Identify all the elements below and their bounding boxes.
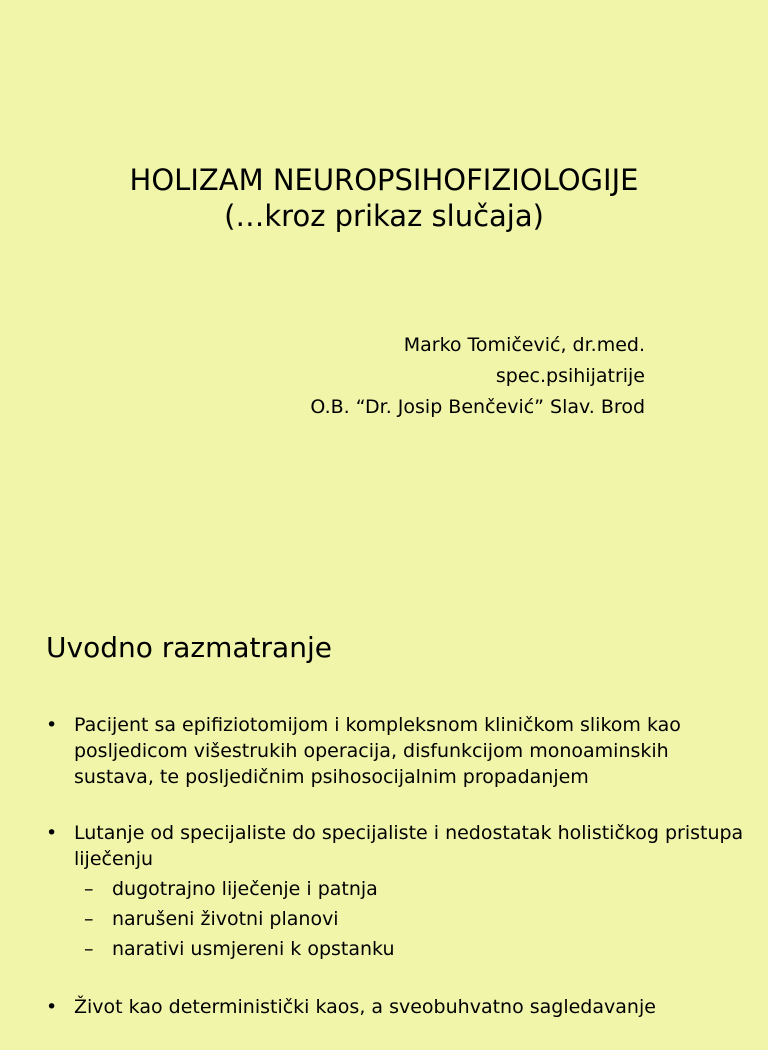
author-institution: O.B. “Dr. Josip Benčević” Slav. Brod xyxy=(310,396,645,418)
sub-bullet-text: narušeni životni planovi xyxy=(112,908,339,930)
author-name: Marko Tomičević, dr.med. xyxy=(403,334,645,356)
sub-bullet-item xyxy=(84,934,746,964)
sub-bullet-text: dugotrajno liječenje i patnja xyxy=(112,878,378,900)
bullet-icon: • xyxy=(46,714,58,736)
author-specialty: spec.psihijatrije xyxy=(495,365,645,387)
bullet-text: Život kao deterministički kaos, a sveobuhvatno sagledavanje xyxy=(74,996,656,1018)
sub-bullet-text: narativi usmjereni k opstanku xyxy=(112,938,395,960)
slide-title xyxy=(0,162,768,234)
bullet-icon: • xyxy=(46,822,58,844)
sub-bullet-list xyxy=(74,874,746,964)
bullet-list xyxy=(46,712,746,1050)
slide-heading: Uvodno razmatranje xyxy=(46,631,332,664)
bullet-item xyxy=(46,820,746,964)
sub-bullet-item xyxy=(84,874,746,904)
sub-bullet-item xyxy=(84,904,746,934)
bullet-item xyxy=(46,712,746,790)
bullet-icon: • xyxy=(46,996,58,1018)
content-slide xyxy=(0,600,768,1024)
title-line-2: (…kroz prikaz slučaja) xyxy=(224,199,544,233)
author-block xyxy=(310,330,645,423)
title-line-1: HOLIZAM NEUROPSIHOFIZIOLOGIJE xyxy=(129,163,639,197)
bullet-text: Lutanje od specijaliste do specijaliste i nedostatak holističkog pristupa liječenju xyxy=(74,822,744,870)
bullet-text: Pacijent sa epifiziotomijom i kompleksnom kliničkom slikom kao posljedicom višestrukih operacija, disfunkcijom monoaminskih sustava, te posljedičnim psihosocijalnim propadanjem xyxy=(74,714,681,788)
dash-icon: – xyxy=(84,878,94,900)
dash-icon: – xyxy=(84,908,94,930)
bullet-item xyxy=(46,994,746,1020)
dash-icon: – xyxy=(84,938,94,960)
